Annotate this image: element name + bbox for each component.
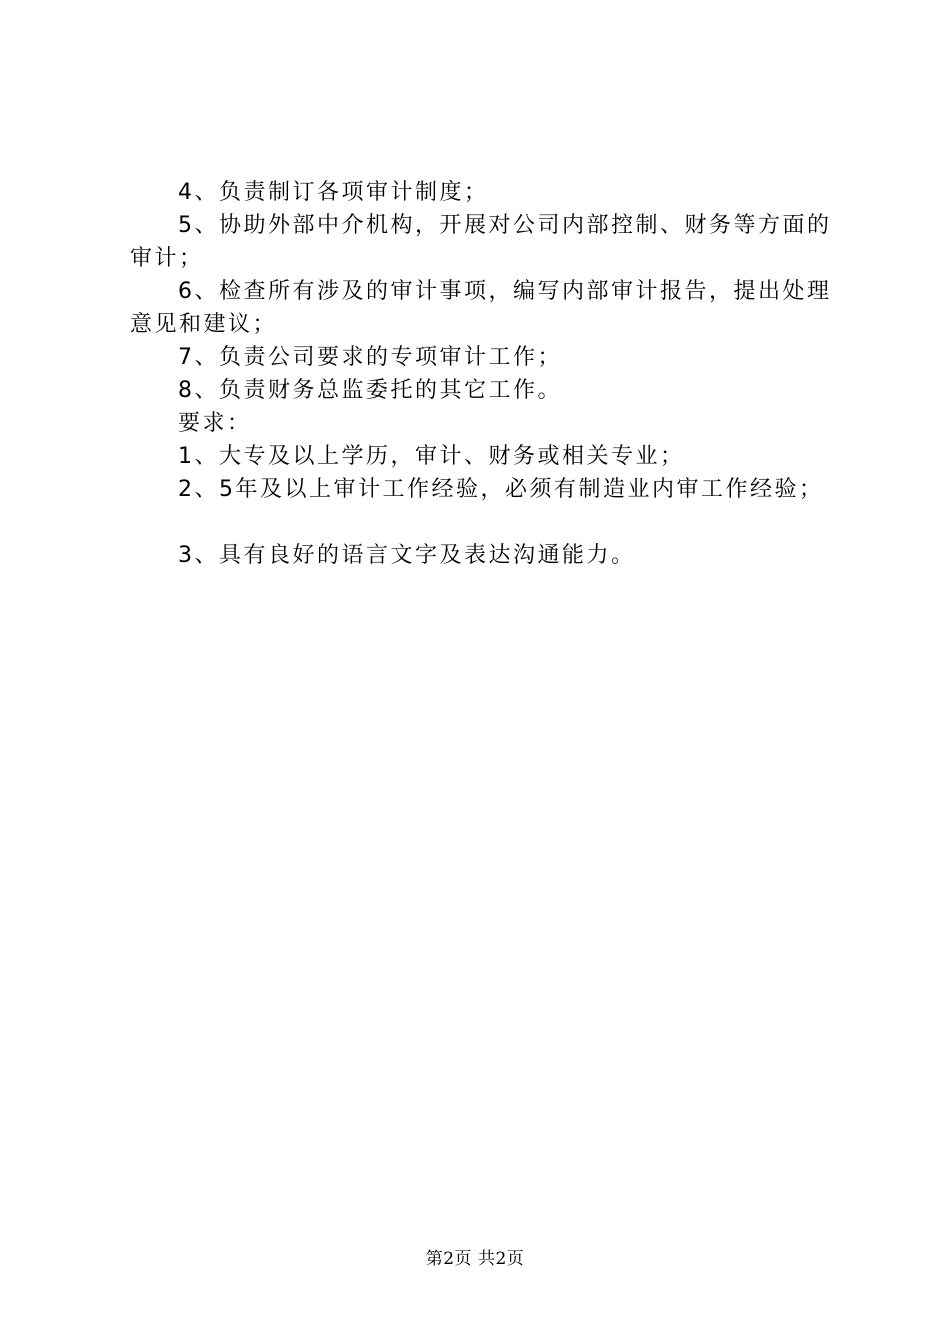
duty-item-7: 7、负责公司要求的专项审计工作； [178, 345, 562, 370]
requirement-item-1: 1、大专及以上学历，审计、财务或相关专业； [178, 444, 685, 469]
requirements-heading: 要求： [178, 411, 252, 436]
duty-item-5: 5、协助外部中介机构，开展对公司内部控制、财务等方面的审计； [130, 213, 832, 271]
duty-item-6: 6、检查所有涉及的审计事项，编写内部审计报告，提出处理意见和建议； [130, 279, 832, 337]
duty-item-8: 8、负责财务总监委托的其它工作。 [178, 378, 562, 403]
document-body [130, 176, 842, 572]
page-number-footer: 第2页 共2页 [425, 1249, 525, 1269]
requirement-item-3: 3、具有良好的语言文字及表达沟通能力。 [178, 543, 636, 568]
requirement-item-2: 2、5年及以上审计工作经验，必须有制造业内审工作经验； [178, 477, 824, 502]
duty-item-4: 4、负责制订各项审计制度； [178, 180, 489, 205]
